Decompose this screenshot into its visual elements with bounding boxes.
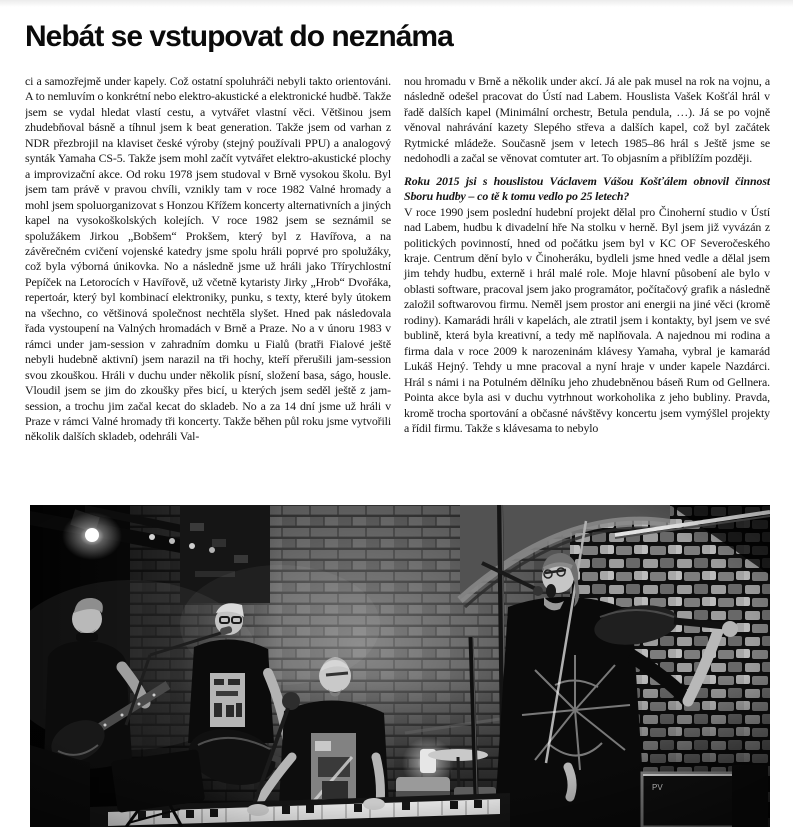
continuation-paragraph-2: nou hromadu v Brně a několik under akcí. Já ale pak musel na rok na vojnu, a následně odešel pracovat do Ústí nad Labem. Houslista Vašek Košťál hrál v řadě dalších kapel (Minimální orchestr, Betula pendula, …). Já se po vojně věnoval nahrávání kazety Slepého střeva a dalších kapel, což byl začátek Rytmické mládeže. Současně jsem v letech 1985–86 hrál s Ještě jsme se nedohodli a začal se věnovat comtuter art. To objasním a přiblížím později. — [404, 74, 770, 166]
band-photo — [30, 505, 770, 827]
interview-question: Roku 2015 jsi s houslistou Václavem Vášou Košťálem obnovil činnost Sboru hudby – co tě k tomu vedlo po 25 letech? — [404, 173, 770, 204]
continuation-paragraph: ci a samozřejmě under kapely. Což ostatní spoluhráči nebyli takto orientováni. A to nemluvím o konkrétní nebo elektro-akustické a elektronické hudbě. Takže jsem se vydal hledat vlastí cestu, a vytvářet vlastní věci. Většinou jsem zhudebňoval básně a tíhnul jsem k beat generation. Takže jsem od varhan z NDR přezbrojil na klaviset české výroby (stejný používali PPU) a analogový synták Yamaha CS-5. Takže jsem mohl začít vytvářet elektro-akustické plochy a improvizační akce. Od roku 1978 jsem studoval v Brně vysokou školu. Byl jsem tam právě v pravou chvíli, vznikly tam v roce 1982 Valné hromady a mohl jsem spoluorganizovat s Honzou Křížem koncerty alternativních a jiných kapel na vysokoškolských kolejích. V roce 1982 jsem se seznámil se spolužákem Jirkou „Bobšem“ Prokšem, který byl z Havířova, a na závěrečném cvičení vojenské katedry jsme spolu hráli poprvé pro spolužáky, což byla výborná únikovka. No a následně jsme už hráli jako Třírychlostní Pepíček na Letorocích v Havířově, už včetně kytaristy Jirky „Hrob“ Dvořáka, repertoár, který byl kombinací elektroniky, punku, s texty, které byly útokem na všechno, co většinová společnost nechtěla slyšet. Hned pak následovala řada vystoupení na Valných hromadách v Brně a Praze. No a v únoru 1983 v rámci under jam-session v zahradním domku u Fialů (bratři Fialové ještě nebyli hudebně aktivní) jsem narazil na tři hochy, kteří přerušili jam-session svou zkouškou. Hráli v duchu under několik písní, složení basa, ságo, housle. Vloudil jsem se jim do zkoušky přes bicí, u kterých jsem seděl ještě z jam-session, a trochu jim začal kecat do skladeb. No a za 14 dní jsme už hráli v Praze v rámci Valné hromady tři koncerty. Takže běhen půl roku jsme vytvořili několik dalších skladeb, odehráli Val- — [25, 74, 391, 444]
left-column — [25, 74, 391, 503]
page-title: Nebát se vstupovat do neznáma — [25, 20, 453, 53]
interview-answer: V roce 1990 jsem poslední hudební projekt dělal pro Činoherní studio v Ústí nad Labem, hudbu k divadelní hře Na stolku v herně. Byl jsem již vyvázán z politických povinností, hned od počátku jsem byl v KC OF Severočeského kraje. Centrum dění bylo v Činoheráku, bydleli jsme hned vedle a dělal jsem jim tehdy hudbu, externě i hrál malé role. Moje hlavní působení ale bylo v oblasti software, pracoval jsem jako programátor, počítačový grafik a následně založil softwarovou firmu. Neměl jsem prostor ani energii na jiné věci (kromě rodiny). Kamarádi hráli v kapelách, ale ztratil jsem i kontakty, byl jsem ve své bublině, která byla kreativní, a tedy mě naplňovala. A najednou mi rodina a firma dala v roce 2009 k narozeninám klávesy Yamaha, vybral je kamarád Lukáš Hejný. Tehdy u mne pracoval a nyní hraje v under kapele Nazdárci. Hrál s námi i na Potulném dělníku jeho zhudebněnou báseň Rum od Gellnera. Pointa akce byla asi v duchu vytrhnout workoholika z jeho bubliny. Pravda, kromě trocha sportování a občasné návštěvy koncertu jsem vymýšlel projekty a řídil firmu. Takže s klávesama to nebylo — [404, 204, 770, 435]
right-column — [404, 74, 770, 503]
article-body — [25, 74, 770, 503]
photo-vignette — [30, 505, 770, 827]
